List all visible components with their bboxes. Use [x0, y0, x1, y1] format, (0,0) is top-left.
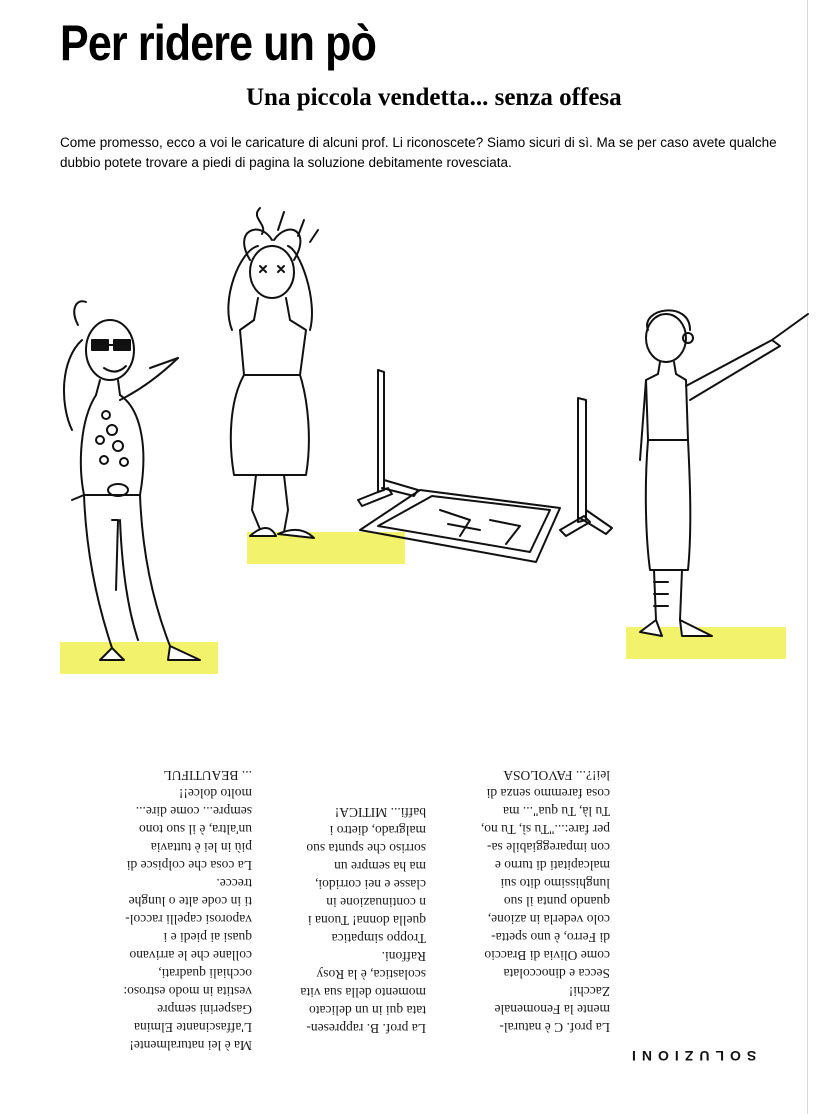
solution-line: vestita in modo estroso:	[123, 984, 252, 999]
solution-column-1	[440, 766, 610, 1036]
solutions-label: SOLUZIONI	[626, 1048, 757, 1064]
solution-line: quasi ai piedi e i	[163, 930, 252, 945]
solution-line: cosa faremmo senza di	[486, 786, 610, 801]
solution-line: malcapitati di turno e	[494, 858, 610, 873]
solution-line: sorriso che spunta suo	[306, 841, 426, 856]
solution-line: come Olivia di Braccio	[484, 948, 610, 963]
solution-line: Troppo simpatica	[331, 931, 426, 946]
solution-line: quando punta il suo	[503, 894, 610, 909]
solution-line: Zacchi!	[568, 984, 610, 999]
solution-column-3	[82, 766, 252, 1054]
solution-line: Gasperini sempre	[157, 1002, 252, 1017]
solution-line: occhiali quadrati,	[158, 966, 252, 981]
solution-line: con impareggiabile sa-	[487, 840, 610, 855]
solution-line: quella donna! Tuona i	[307, 913, 426, 928]
solution-line: tata qui in un delicato	[309, 1003, 426, 1018]
solution-line: L'affascinante Elmina	[133, 1020, 252, 1035]
solution-line: trecce.	[216, 876, 252, 891]
solution-line: scolastica, è la Rosy	[316, 967, 426, 982]
solution-line: Tu là, Tu qua"... ma	[502, 804, 610, 819]
solution-line: di Ferro, è uno spetta-	[491, 930, 610, 945]
solution-line: lei!?... FAVOLOSA	[503, 768, 610, 783]
caricature-figure-pointing	[640, 310, 808, 636]
solution-line: molto dolce!!	[178, 786, 252, 801]
intro-paragraph: Come promesso, ecco a voi le caricature di alcuni prof. Li riconoscete? Siamo sicuri di sì. Ma se per caso avete qualche dubbio potete trovare a piedi di pagina la soluzione debitamente rovesciata.	[60, 135, 777, 170]
solution-line: n continuazione in	[326, 895, 426, 910]
solution-line: mente la Fenomenale	[494, 1002, 610, 1017]
solution-line: malgrado, dietro i	[329, 823, 426, 838]
caricature-figure-hands-on-head	[228, 208, 318, 538]
solution-line: un'altra, è il suo tono	[138, 822, 252, 837]
solution-line: momento della sua vita	[300, 985, 426, 1000]
solution-line: ... BEAUTIFUL	[163, 768, 252, 783]
solution-line: più in lei è tuttavia	[150, 840, 252, 855]
caricature-illustration	[0, 190, 818, 710]
solution-line: classe e nei corridoi,	[315, 877, 426, 892]
solution-line: colo vederla in azione,	[487, 912, 610, 927]
solution-line: sempre... come dire...	[135, 804, 252, 819]
solution-line: ma ha sempre un	[334, 859, 426, 874]
solution-line: Ma è lei naturalmente!	[129, 1038, 252, 1053]
solution-line: Secca e dinoccolata	[503, 966, 610, 981]
solution-line: per fare:..."Tu sì, Tu no,	[480, 822, 610, 837]
solution-line: lunghissimo dito sui	[500, 876, 610, 891]
solution-line: baffi... MITICA!	[334, 805, 426, 820]
solution-line: collane che le arrivano	[129, 948, 252, 963]
page-subtitle: Una piccola vendetta... senza offesa	[246, 84, 622, 111]
solution-line: La prof. C è natural-	[499, 1020, 610, 1035]
solution-line: La prof. B. rappresen-	[306, 1021, 426, 1036]
page-title: Per ridere un pò	[60, 15, 376, 71]
solution-column-2	[256, 803, 426, 1037]
solution-line: La cosa che colpisce di	[126, 858, 252, 873]
solution-line: ti in code alte o lunghe	[128, 894, 252, 909]
caricature-figure-glasses	[64, 301, 200, 660]
solution-line: Raffoni.	[381, 949, 426, 964]
solution-line: vaporosi capelli raccol-	[125, 912, 252, 927]
